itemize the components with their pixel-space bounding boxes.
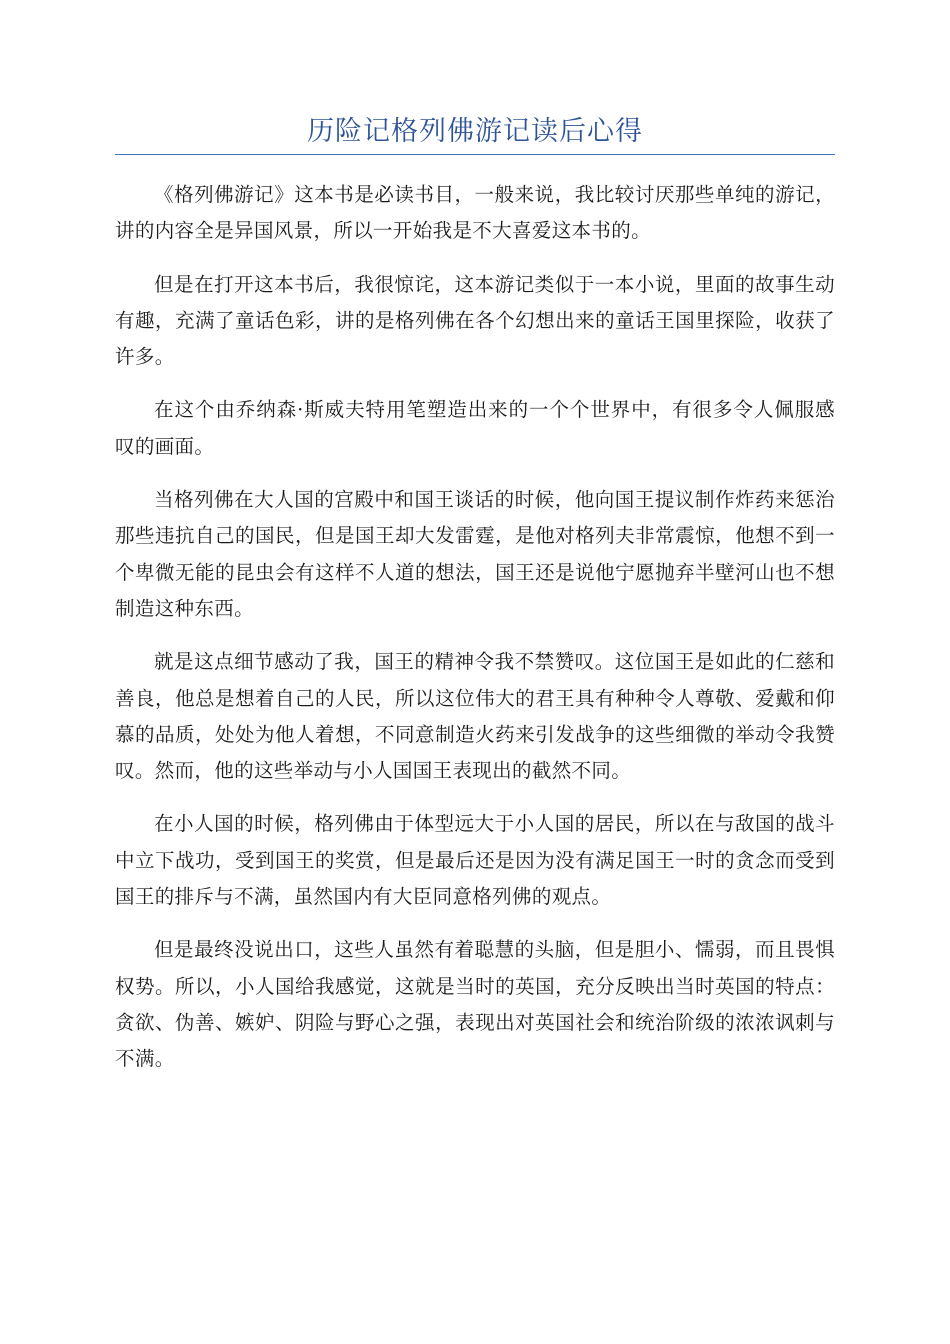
paragraph-7: 但是最终没说出口，这些人虽然有着聪慧的头脑，但是胆小、懦弱，而且畏惧权势。所以，小人国给我感觉，这就是当时的英国，充分反映出当时英国的特点：贪欲、伪善、嫉妒、阴险与野心之强，表现出对英国社会和统治阶级的浓浓讽刺与不满。 (115, 938, 835, 1071)
paragraph-1: 《格列佛游记》这本书是必读书目，一般来说，我比较讨厌那些单纯的游记，讲的内容全是异国风景，所以一开始我是不大喜爱这本书的。 (115, 183, 835, 243)
paragraph-6: 在小人国的时候，格列佛由于体型远大于小人国的居民，所以在与敌国的战斗中立下战功，受到国王的奖赏，但是最后还是因为没有满足国王一时的贪念而受到国王的排斥与不满，虽然国内有大臣同意格列佛的观点。 (115, 812, 835, 909)
paragraph-3: 在这个由乔纳森·斯威夫特用笔塑造出来的一个个世界中，有很多令人佩服感叹的画面。 (115, 398, 835, 458)
title-underline (115, 154, 835, 155)
document-body (115, 177, 835, 1095)
document-title: 历险记格列佛游记读后心得 (307, 116, 643, 147)
paragraph-5: 就是这点细节感动了我，国王的精神令我不禁赞叹。这位国王是如此的仁慈和善良，他总是想着自己的人民，所以这位伟大的君王具有种种令人尊敬、爱戴和仰慕的品质，处处为他人着想，不同意制造火药来引发战争的这些细微的举动令我赞叹。然而，他的这些举动与小人国国王表现出的截然不同。 (115, 650, 835, 783)
paragraph-4: 当格列佛在大人国的宫殿中和国王谈话的时候，他向国王提议制作炸药来惩治那些违抗自己的国民，但是国王却大发雷霆，是他对格列夫非常震惊，他想不到一个卑微无能的昆虫会有这样不人道的想法，国王还是说他宁愿抛弃半壁河山也不想制造这种东西。 (115, 488, 835, 620)
paragraph-2: 但是在打开这本书后，我很惊诧，这本游记类似于一本小说，里面的故事生动有趣，充满了童话色彩，讲的是格列佛在各个幻想出来的童话王国里探险，收获了许多。 (115, 272, 835, 369)
